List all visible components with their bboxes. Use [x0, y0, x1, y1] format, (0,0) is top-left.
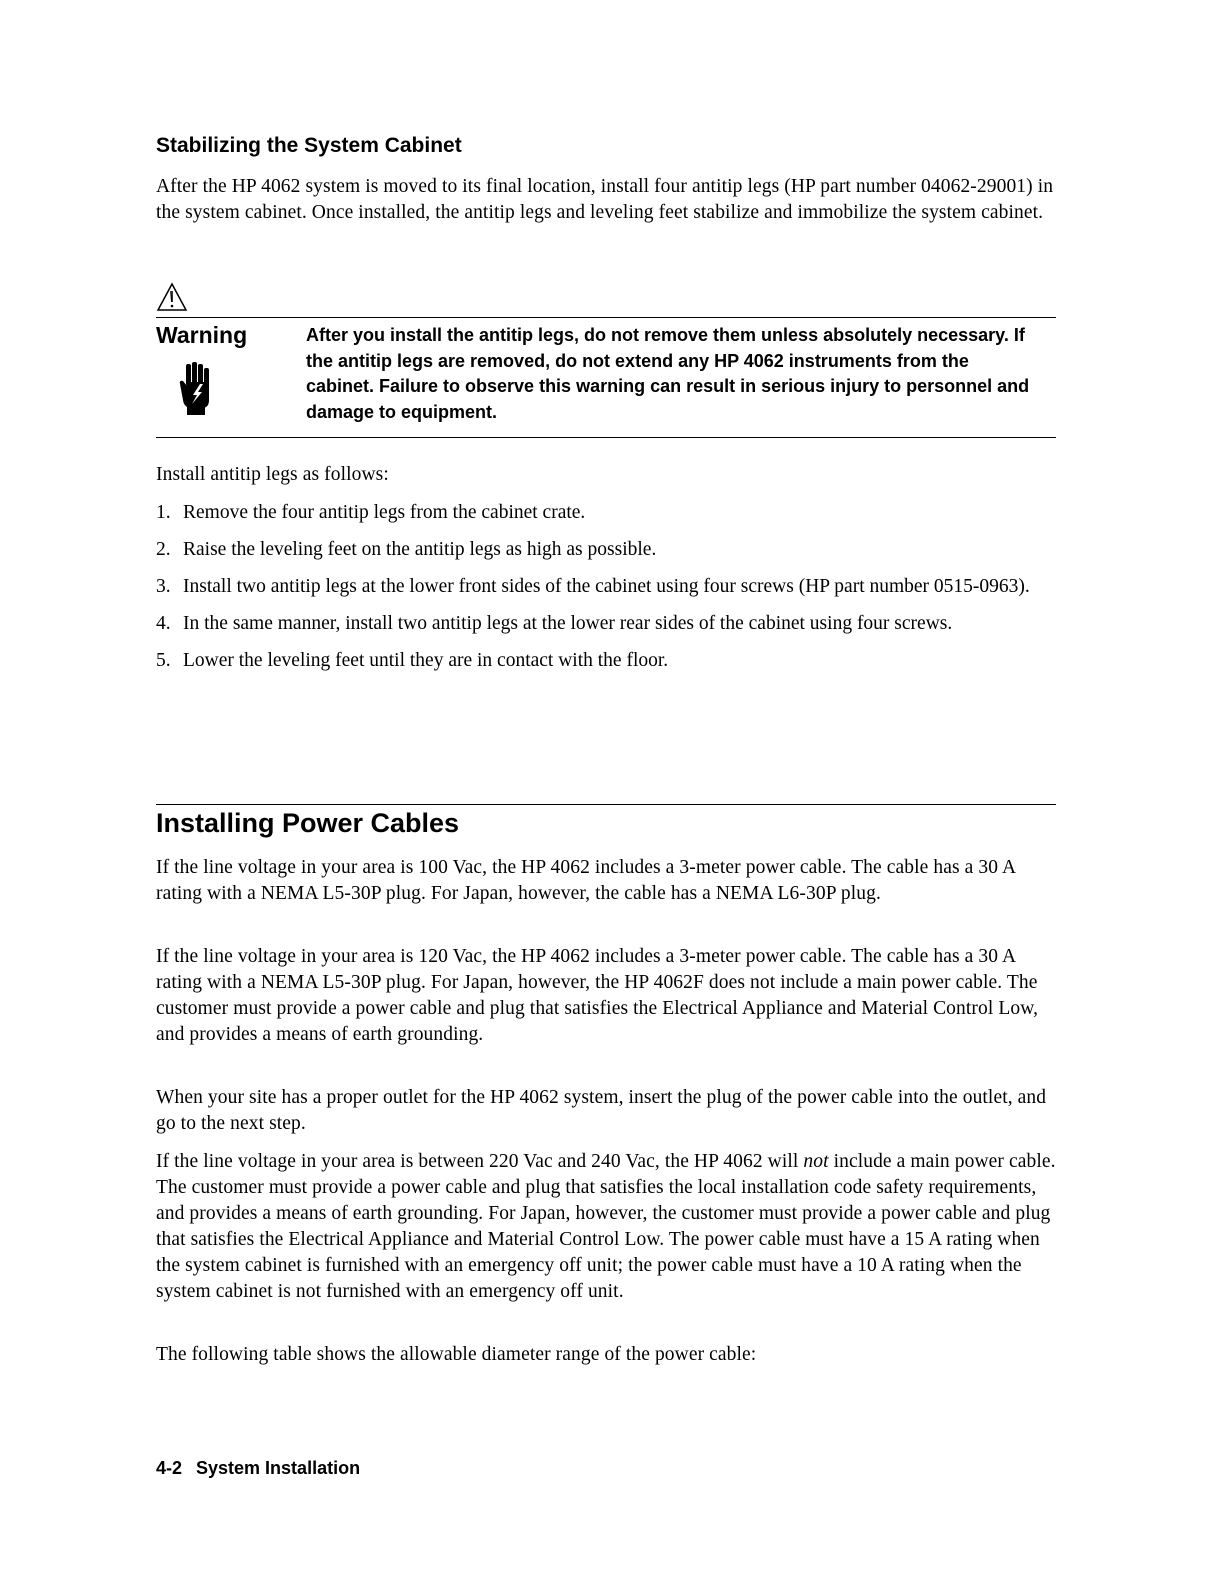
p4-after: include a main power cable. The customer must provide a power cable and plug that satisfies the local installation code safety requirements, and provides a means of earth grounding. For Japan, however, the customer must provide a power cable and plug that satisfies the Electrical Appliance and Material Control Low. The power cable must have a 15 A rating when the system cabinet is furnished with an emergency off unit; the power cable must have a 10 A rating when the system cabinet is not furnished with an emergency off unit. — [156, 1151, 1056, 1302]
install-steps-list — [156, 500, 1056, 685]
step-number: 3. — [156, 576, 171, 597]
warning-bottom-rule — [156, 437, 1056, 438]
page-footer — [156, 1458, 360, 1479]
section-divider-rule — [156, 804, 1056, 805]
step-number: 1. — [156, 502, 171, 523]
document-page — [156, 0, 1056, 1584]
power-paragraph-120vac: If the line voltage in your area is 120 Vac, the HP 4062 includes a 3-meter power cable. The cable has a 30 A rating with a NEMA L5-30P plug. For Japan, however, the HP 4062F does not include a main power cable. The customer must provide a power cable and plug that satisfies the Electrical Appliance and Material Control Low, and provides a means of earth grounding. — [156, 946, 1039, 1045]
step-text: Raise the leveling feet on the antitip legs as high as possible. — [183, 539, 657, 560]
power-paragraph-220-240vac — [156, 1149, 1056, 1305]
step-number: 4. — [156, 613, 171, 634]
footer-section-title: System Installation — [196, 1458, 361, 1478]
list-item — [156, 648, 1056, 674]
step-number: 2. — [156, 539, 171, 560]
step-text: Install two antitip legs at the lower front sides of the cabinet using four screws (HP part number 0515-0963). — [183, 576, 1030, 597]
shock-hazard-hand-icon — [178, 362, 212, 416]
power-paragraph-outlet: When your site has a proper outlet for the HP 4062 system, insert the plug of the power cable into the outlet, and go to the next step. — [156, 1087, 1047, 1134]
p4-before: If the line voltage in your area is between 220 Vac and 240 Vac, the HP 4062 will — [156, 1151, 804, 1172]
list-item — [156, 500, 1056, 526]
step-text: In the same manner, install two antitip legs at the lower rear sides of the cabinet using four screws. — [183, 613, 953, 634]
step-number: 5. — [156, 650, 171, 671]
warning-triangle-icon — [156, 282, 188, 312]
step-text: Remove the four antitip legs from the cabinet crate. — [183, 502, 586, 523]
power-paragraph-100vac: If the line voltage in your area is 100 Vac, the HP 4062 includes a 3-meter power cable. The cable has a 30 A rating with a NEMA L5-30P plug. For Japan, however, the cable has a NEMA L6-30P plug. — [156, 857, 1016, 904]
warning-text: After you install the antitip legs, do not remove them unless absolutely necessary. If the antitip legs are removed, do not extend any HP 4062 instruments from the cabinet. Failure to observe this warning can result in serious injury to personnel and damage to equipment. — [306, 325, 1030, 422]
power-paragraph-table-lead: The following table shows the allowable diameter range of the power cable: — [156, 1344, 757, 1365]
stabilizing-intro-paragraph: After the HP 4062 system is moved to its final location, install four antitip legs (HP part number 04062-29001) in the system cabinet. Once installed, the antitip legs and leveling feet stabilize and immobilize the system cabinet. — [156, 176, 1054, 223]
section-heading-power-cables: Installing Power Cables — [156, 808, 460, 838]
list-item — [156, 537, 1056, 563]
list-item — [156, 574, 1056, 600]
list-item — [156, 611, 1056, 637]
p4-emphasis: not — [803, 1151, 829, 1172]
step-text: Lower the leveling feet until they are in contact with the floor. — [183, 650, 669, 671]
warning-label: Warning — [156, 322, 248, 348]
footer-page-number: 4-2 — [156, 1458, 183, 1478]
install-lead-text: Install antitip legs as follows: — [156, 464, 389, 485]
section-heading-stabilizing: Stabilizing the System Cabinet — [156, 134, 462, 157]
warning-top-rule — [156, 317, 1056, 318]
